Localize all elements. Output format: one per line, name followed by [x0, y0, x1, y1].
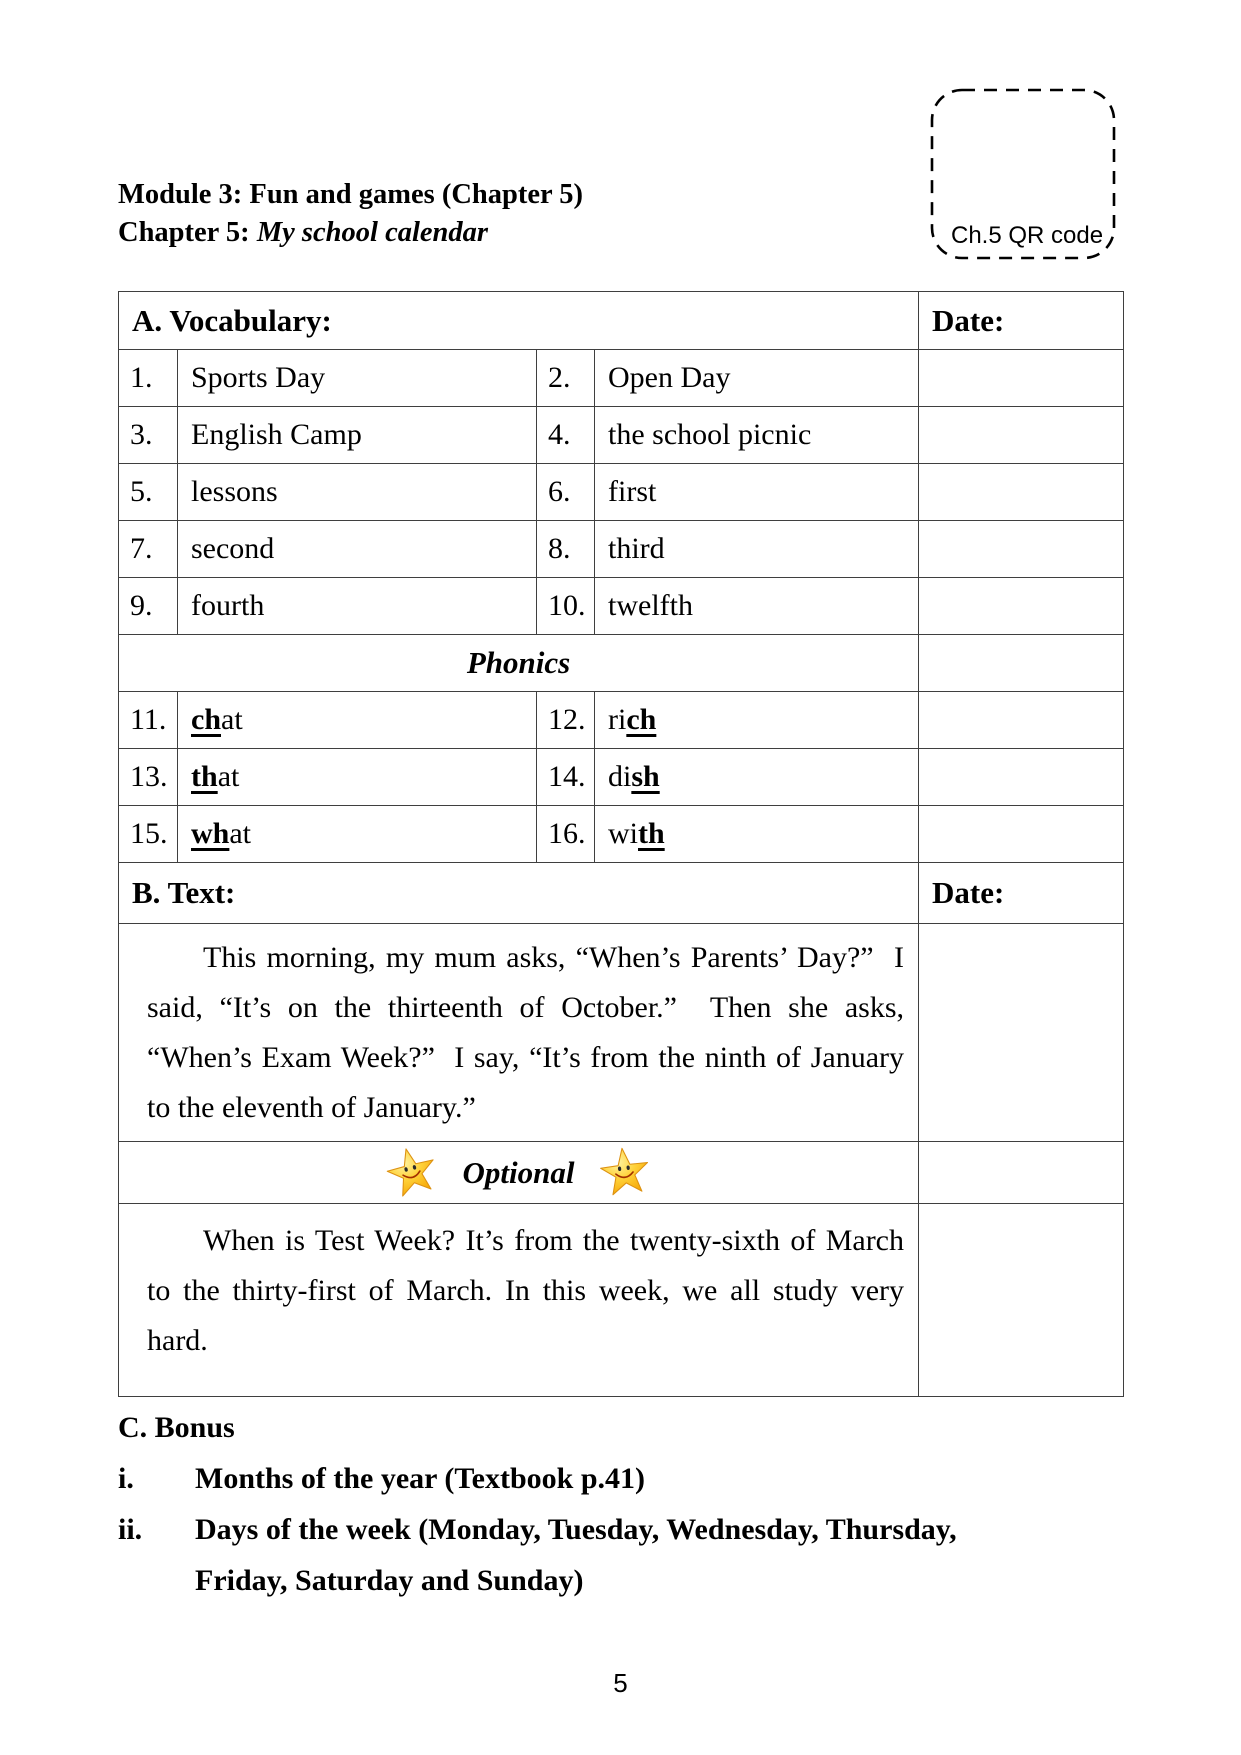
- phonics-digraph: th: [638, 817, 665, 850]
- date-cell-empty: [919, 464, 1124, 521]
- phonics-word-prefix: ri: [608, 703, 627, 736]
- smiling-star-icon: [595, 1142, 655, 1202]
- date-cell-empty: [919, 521, 1124, 578]
- phonics-word-cell: [595, 692, 919, 749]
- phonics-word-suffix: at: [221, 703, 243, 736]
- title-line-1: Module 3: Fun and games (Chapter 5): [118, 179, 583, 210]
- vocab-row: [119, 578, 1124, 635]
- phonics-row: [119, 692, 1124, 749]
- vocab-number-cell: 9.: [119, 578, 178, 635]
- section-c-heading: C. Bonus: [118, 1411, 235, 1444]
- section-a-header-row: [119, 292, 1124, 350]
- phonics-word-prefix: wi: [608, 817, 638, 850]
- phonics-header-row: [119, 635, 1124, 692]
- phonics-word-suffix: at: [217, 760, 240, 793]
- vocab-number-cell: 1.: [119, 350, 178, 407]
- vocab-number-cell: 3.: [119, 407, 178, 464]
- qr-code-placeholder-box: [930, 88, 1116, 260]
- title-line-2-prefix: Chapter 5:: [118, 217, 257, 248]
- vocab-word-cell: the school picnic: [595, 407, 919, 464]
- vocab-word-cell: first: [595, 464, 919, 521]
- vocab-number-cell: 4.: [537, 407, 595, 464]
- phonics-number-cell: 12.: [537, 692, 595, 749]
- date-cell-empty: [919, 806, 1124, 863]
- vocab-number-cell: 6.: [537, 464, 595, 521]
- phonics-number-cell: 14.: [537, 749, 595, 806]
- optional-paragraph-cell: [119, 1204, 919, 1397]
- phonics-digraph: sh: [631, 760, 660, 793]
- phonics-word-cell: [178, 806, 537, 863]
- vocab-word-cell: twelfth: [595, 578, 919, 635]
- date-cell-empty: [919, 635, 1124, 692]
- phonics-number-cell: 11.: [119, 692, 178, 749]
- document-title: [118, 176, 583, 252]
- vocab-word-cell: fourth: [178, 578, 537, 635]
- optional-header-row: [119, 1142, 1124, 1204]
- phonics-digraph: ch: [191, 703, 221, 736]
- phonics-word-cell: [178, 692, 537, 749]
- date-cell-empty: [919, 749, 1124, 806]
- text-row: [119, 924, 1124, 1142]
- phonics-number-cell: 13.: [119, 749, 178, 806]
- date-cell-empty: [919, 578, 1124, 635]
- phonics-row: [119, 806, 1124, 863]
- phonics-word-cell: [595, 806, 919, 863]
- section-a-date-label: Date:: [919, 292, 1124, 350]
- phonics-section-title: Phonics: [119, 635, 919, 692]
- section-c-bonus: [118, 1402, 1038, 1606]
- phonics-digraph: ch: [626, 703, 657, 736]
- bonus-item: [118, 1504, 1038, 1606]
- bonus-item-text: Months of the year (Textbook p.41): [195, 1462, 646, 1495]
- vocab-row: [119, 521, 1124, 578]
- text-paragraph: This morning, my mum asks, “When’s Parents’ Day?” I said, “It’s on the thirteenth of October.” Then she asks, “When’s Exam Week?” I say, “It’s from the ninth of January to the eleventh of January.”: [147, 941, 904, 1124]
- phonics-word-cell: [178, 749, 537, 806]
- phonics-row: [119, 749, 1124, 806]
- optional-text-row: [119, 1204, 1124, 1397]
- vocab-row: [119, 464, 1124, 521]
- vocab-number-cell: 10.: [537, 578, 595, 635]
- bonus-item-number: ii.: [118, 1513, 143, 1546]
- section-b-date-label: Date:: [919, 863, 1124, 924]
- phonics-number-cell: 15.: [119, 806, 178, 863]
- vocab-number-cell: 8.: [537, 521, 595, 578]
- text-paragraph-cell: [119, 924, 919, 1142]
- title-line-2: [118, 214, 583, 252]
- vocab-word-cell: Sports Day: [178, 350, 537, 407]
- worksheet-table: [118, 291, 1124, 1397]
- phonics-word-suffix: at: [229, 817, 252, 850]
- vocab-word-cell: third: [595, 521, 919, 578]
- page-number: 5: [613, 1668, 628, 1698]
- vocab-number-cell: 2.: [537, 350, 595, 407]
- optional-paragraph: When is Test Week? It’s from the twenty-sixth of March to the thirty-first of March. In this week, we all study very hard.: [147, 1224, 904, 1357]
- phonics-digraph: th: [191, 760, 218, 793]
- date-cell-empty: [919, 1142, 1124, 1204]
- phonics-word-prefix: di: [608, 760, 632, 793]
- bonus-item-number: i.: [118, 1462, 134, 1495]
- optional-label: Optional: [462, 1154, 575, 1190]
- smiling-star-icon: [379, 1142, 444, 1204]
- phonics-word-cell: [595, 749, 919, 806]
- section-b-header-row: [119, 863, 1124, 924]
- vocab-word-cell: lessons: [178, 464, 537, 521]
- vocab-number-cell: 5.: [119, 464, 178, 521]
- section-a-label: A. Vocabulary:: [119, 292, 919, 350]
- title-line-2-chapter-name: My school calendar: [256, 217, 488, 248]
- vocab-row: [119, 407, 1124, 464]
- bonus-item-text: Days of the week (Monday, Tuesday, Wednesday, Thursday, Friday, Saturday and Sunday): [195, 1513, 957, 1597]
- date-cell-empty: [919, 924, 1124, 1142]
- section-b-label: B. Text:: [119, 863, 919, 924]
- date-cell-empty: [919, 350, 1124, 407]
- optional-header-cell: [119, 1142, 919, 1204]
- phonics-number-cell: 16.: [537, 806, 595, 863]
- vocab-word-cell: English Camp: [178, 407, 537, 464]
- vocab-word-cell: Open Day: [595, 350, 919, 407]
- date-cell-empty: [919, 407, 1124, 464]
- date-cell-empty: [919, 1204, 1124, 1397]
- vocab-row: [119, 350, 1124, 407]
- date-cell-empty: [919, 692, 1124, 749]
- bonus-item: [118, 1453, 1038, 1504]
- phonics-digraph: wh: [191, 817, 230, 850]
- vocab-word-cell: second: [178, 521, 537, 578]
- qr-code-label: Ch.5 QR code: [951, 222, 1104, 249]
- vocab-number-cell: 7.: [119, 521, 178, 578]
